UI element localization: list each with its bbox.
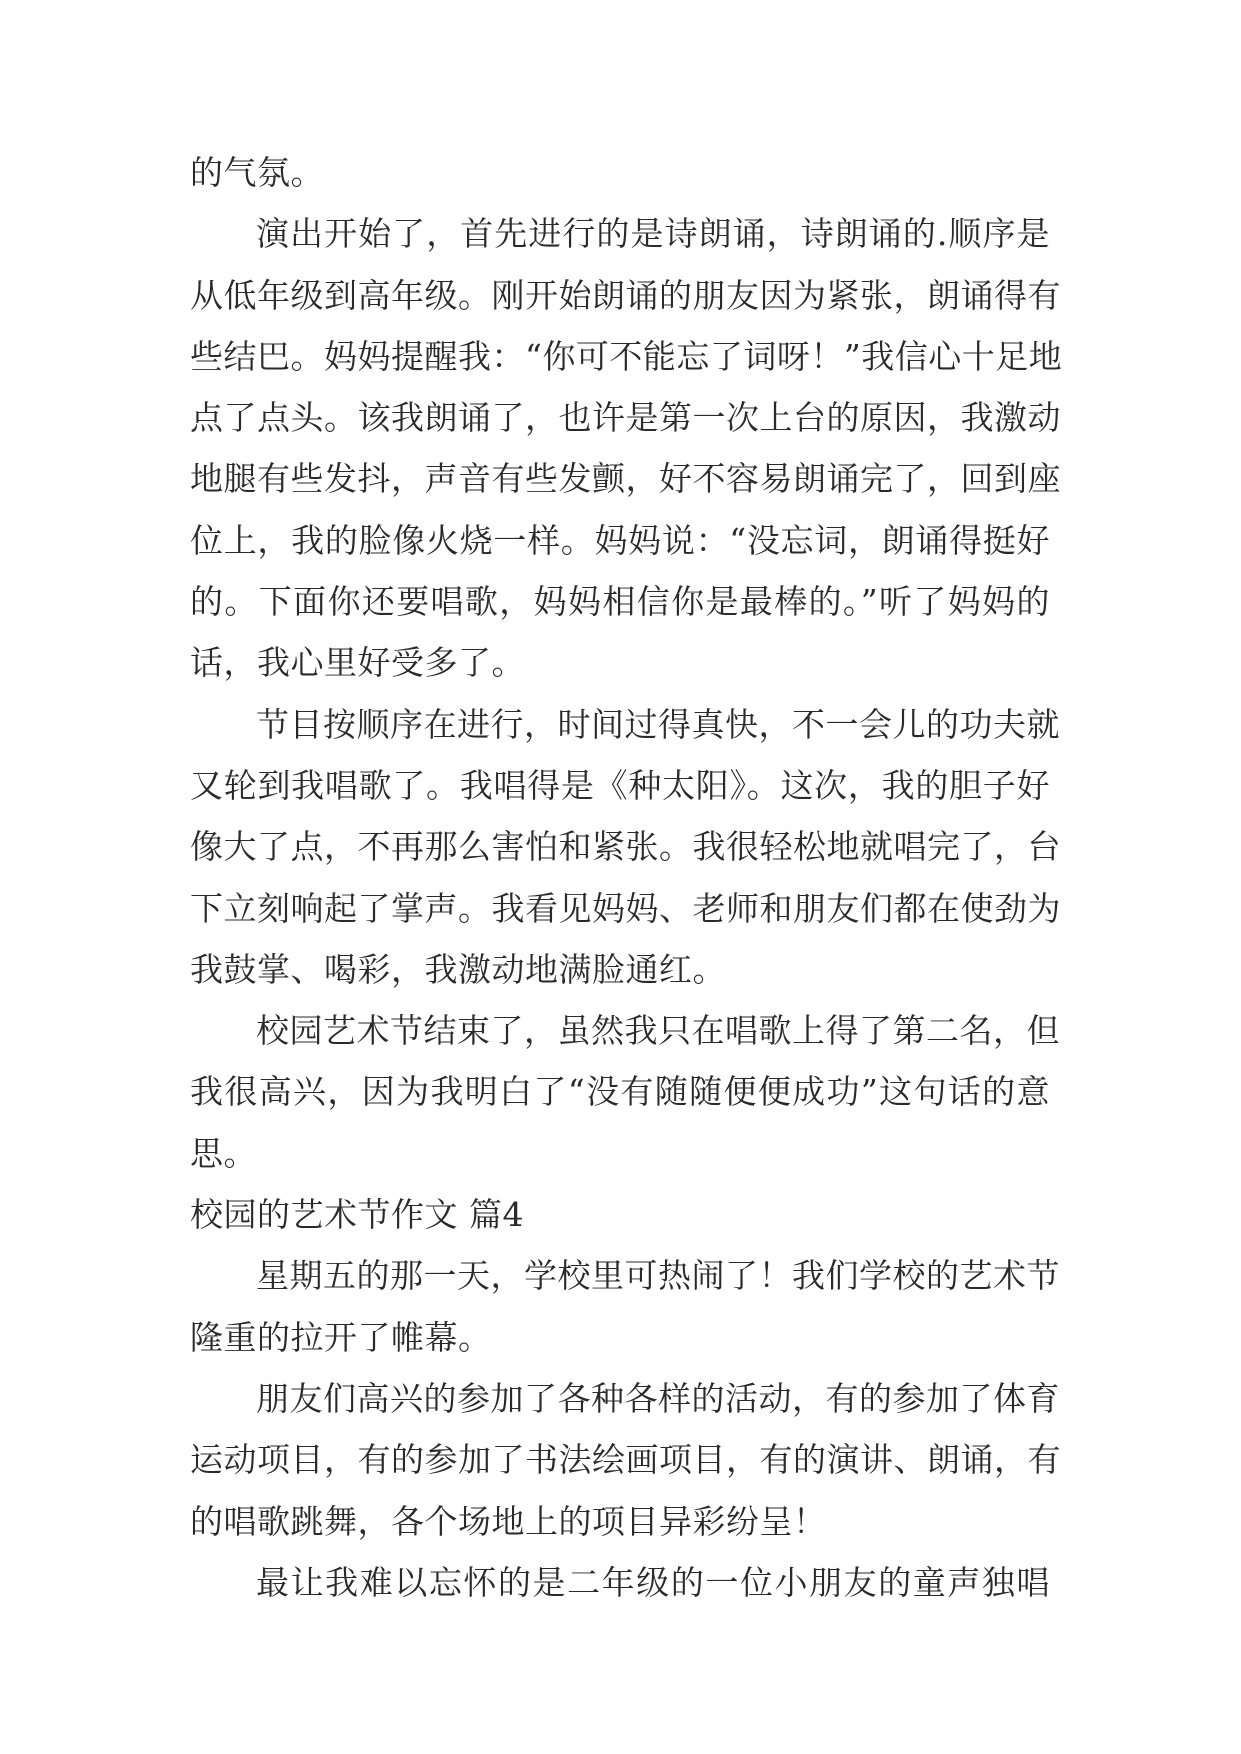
essay-text — [190, 142, 1063, 1613]
text-line: 的。下面你还要唱歌，妈妈相信你是最棒的。”听了妈妈的 — [190, 582, 1050, 622]
text-line: 校园艺术节结束了，虽然我只在唱歌上得了第二名，但 — [256, 1011, 1060, 1051]
text-line: 运动项目，有的参加了书法绘画项目，有的演讲、朗诵，有 — [190, 1440, 1061, 1480]
text-line: 最让我难以忘怀的是二年级的一位小朋友的童声独唱 — [256, 1562, 1050, 1602]
text-line: 节目按顺序在进行，时间过得真快，不一会儿的功夫就 — [256, 704, 1060, 744]
text-line: 话，我心里好受多了。 — [190, 643, 525, 683]
text-line: 我鼓掌、喝彩，我激动地满脸通红。 — [190, 949, 726, 989]
text-line: 点了点头。该我朗诵了，也许是第一次上台的原因，我激动 — [190, 398, 1061, 438]
text-line: 下立刻响起了掌声。我看见妈妈、老师和朋友们都在使劲为 — [190, 888, 1061, 928]
section-heading: 校园的艺术节作文 篇4 — [190, 1195, 524, 1235]
text-line: 又轮到我唱歌了。我唱得是《种太阳》。这次，我的胆子好 — [190, 765, 1050, 805]
text-line: 地腿有些发抖，声音有些发颤，好不容易朗诵完了，回到座 — [190, 459, 1061, 499]
text-line: 星期五的那一天，学校里可热闹了！我们学校的艺术节 — [256, 1256, 1060, 1296]
text-line: 些结巴。妈妈提醒我：“你可不能忘了词呀！”我信心十足地 — [190, 336, 1063, 376]
text-line: 像大了点，不再那么害怕和紧张。我很轻松地就唱完了，台 — [190, 827, 1061, 867]
text-line: 思。 — [190, 1133, 257, 1173]
text-line: 隆重的拉开了帷幕。 — [190, 1317, 492, 1357]
text-line: 我很高兴，因为我明白了“没有随随便便成功”这句话的意 — [190, 1072, 1050, 1112]
text-line: 从低年级到高年级。刚开始朗诵的朋友因为紧张，朗诵得有 — [190, 275, 1061, 315]
text-line: 朋友们高兴的参加了各种各样的活动，有的参加了体育 — [256, 1378, 1060, 1418]
text-line: 的气氛。 — [190, 153, 324, 192]
text-line: 位上，我的脸像火烧一样。妈妈说：“没忘词，朗诵得挺好 — [190, 520, 1050, 560]
text-line: 演出开始了，首先进行的是诗朗诵，诗朗诵的.顺序是 — [256, 214, 1050, 254]
text-line: 的唱歌跳舞，各个场地上的项目异彩纷呈！ — [190, 1501, 827, 1541]
